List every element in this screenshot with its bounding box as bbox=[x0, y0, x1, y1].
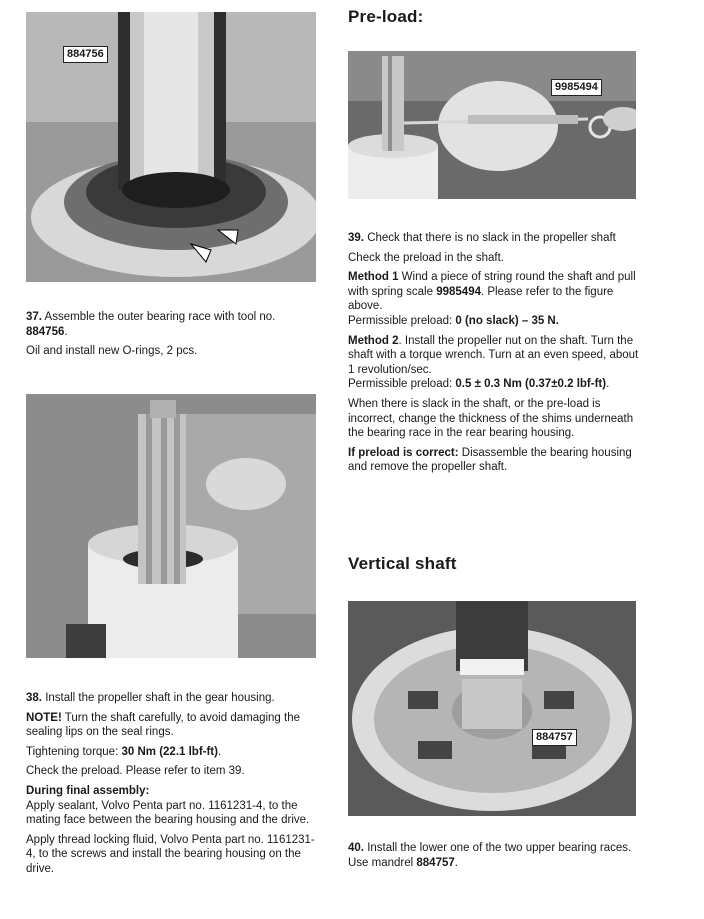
method-1-tool: 9985494 bbox=[436, 285, 481, 298]
step-40-suffix: . bbox=[454, 856, 458, 869]
step-38-torque-label: Tightening torque: bbox=[26, 745, 122, 758]
step-40-number: 40. bbox=[348, 842, 364, 854]
method-1-perm-value: 0 (no slack) – 35 N. bbox=[455, 314, 559, 327]
step-38-torque-value: 30 Nm (22.1 lbf-ft) bbox=[121, 745, 218, 758]
step-38-note-label: NOTE! bbox=[26, 711, 62, 724]
step-38-text: Install the propeller shaft in the gear housing. bbox=[42, 692, 275, 704]
method-2-perm-suffix: . bbox=[606, 378, 610, 391]
step-38-number: 38. bbox=[26, 692, 42, 704]
method-2-label: Method 2 bbox=[348, 334, 399, 347]
step-39-slack: When there is slack in the shaft, or the pre-load is incorrect, change the thickness of the shims underneath the bearing race in the rear bearing housing. bbox=[348, 397, 634, 440]
method-1-text: Wind a piece of string round the shaft and pull with spring scale bbox=[348, 271, 636, 298]
step-39 bbox=[348, 231, 640, 480]
step-39-correct-text: Disassemble the bearing housing and remove the propeller shaft. bbox=[348, 446, 632, 474]
preload-heading: Pre-load: bbox=[348, 7, 424, 26]
step-38-torque-suffix: . bbox=[217, 745, 222, 758]
method-2-text: . Install the propeller nut on the shaft. Turn the shaft with a torque wrench. Turn at an even speed, about 1 revolution/sec. bbox=[348, 334, 639, 376]
step-40-text: Install the lower one of the two upper bearing races. Use mandrel bbox=[348, 842, 632, 869]
step-39-correct-label: If preload is correct: bbox=[348, 446, 459, 459]
figure-40-photo bbox=[348, 601, 636, 816]
step-38-final-2: Apply thread locking fluid, Volvo Penta part no. 1161231-4, to the screws and install the bearing housing on the drive. bbox=[26, 833, 315, 875]
step-37-line2: Oil and install new O-rings, 2 pcs. bbox=[26, 345, 198, 358]
step-38-check: Check the preload. Please refer to item 39. bbox=[26, 765, 245, 778]
step-39-number: 39. bbox=[348, 232, 364, 244]
figure-40-callout: 884757 bbox=[532, 729, 577, 746]
step-38-note-text: Turn the shaft carefully, to avoid damaging the sealing lips on the seal rings. bbox=[26, 711, 301, 739]
step-37-suffix: . bbox=[64, 325, 68, 338]
method-2-perm-label: Permissible preload: bbox=[348, 378, 456, 391]
step-40 bbox=[348, 841, 640, 875]
method-1-perm-label: Permissible preload: bbox=[348, 314, 456, 327]
step-39-line2: Check the preload in the shaft. bbox=[348, 251, 504, 264]
step-38 bbox=[26, 691, 322, 882]
step-38-final-1: Apply sealant, Volvo Penta part no. 1161231-4, to the mating face between the bearing housing and the drive. bbox=[26, 799, 310, 827]
figure-38-photo bbox=[26, 394, 316, 658]
figure-39-callout: 9985494 bbox=[551, 79, 602, 96]
step-39-text: Check that there is no slack in the propeller shaft bbox=[364, 232, 616, 244]
step-37-number: 37. bbox=[26, 311, 42, 323]
method-2-perm-value: 0.5 ± 0.3 Nm (0.37±0.2 lbf-ft) bbox=[455, 378, 607, 391]
step-40-tool: 884757 bbox=[416, 856, 455, 869]
step-37-text: Assemble the outer bearing race with tool no. bbox=[42, 311, 276, 323]
method-1-label: Method 1 bbox=[348, 271, 399, 284]
vertical-shaft-heading: Vertical shaft bbox=[348, 554, 457, 573]
step-37 bbox=[26, 310, 322, 364]
method-1-text2: . Please refer to the figure above. bbox=[348, 285, 614, 313]
step-38-final-title: During final assembly: bbox=[26, 784, 150, 797]
figure-39-photo bbox=[348, 51, 636, 199]
step-37-tool: 884756 bbox=[26, 325, 65, 338]
figure-37-callout: 884756 bbox=[63, 46, 108, 63]
